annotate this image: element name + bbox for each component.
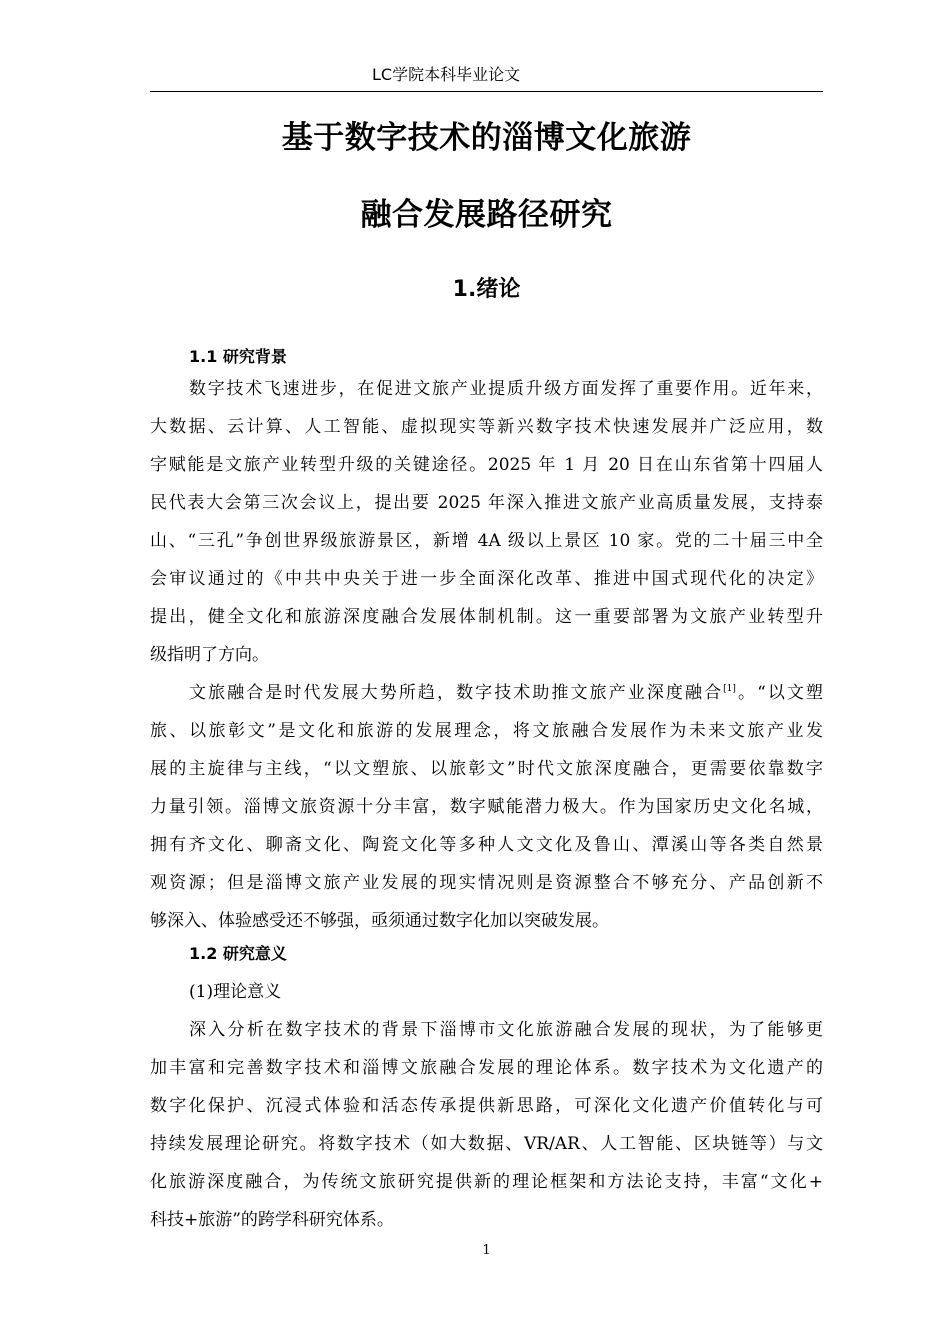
paragraph-line: 旅、以旅彰文”是文化和旅游的发展理念，将文旅融合发展作为未来文旅产业发 (150, 721, 823, 741)
subsection-heading: (1)理论意义 (189, 982, 282, 1002)
paragraph-line: 数字化保护、沉浸式体验和活态传承提供新思路，可深化文化遗产价值转化与可 (150, 1096, 823, 1116)
citation-marker: [1] (723, 684, 736, 694)
paragraph-line: 化旅游深度融合，为传统文旅研究提供新的理论框架和方法论支持，丰富“文化+ (150, 1172, 823, 1192)
paragraph-line: 力量引领。淄博文旅资源十分丰富，数字赋能潜力极大。作为国家历史文化名城， (150, 797, 823, 817)
section-heading-1-1: 1.1 研究背景 (189, 347, 287, 366)
paragraph-line: 科技+旅游”的跨学科研究体系。 (150, 1210, 394, 1230)
chapter-heading: 1.绪论 (452, 277, 521, 302)
paper-title-line-1: 基于数字技术的淄博文化旅游 (281, 120, 692, 156)
paragraph-line: 加丰富和完善数字技术和淄博文旅融合发展的理论体系。数字技术为文化遗产的 (150, 1058, 823, 1078)
paragraph-line: 字赋能是文旅产业转型升级的关键途径。2025 年 1 月 20 日在山东省第十四届人 (150, 455, 823, 475)
page-number: 1 (482, 1243, 491, 1258)
paragraph-line: 观资源；但是淄博文旅产业发展的现实情况则是资源整合不够充分、产品创新不 (150, 873, 823, 893)
paper-title-line-2: 融合发展路径研究 (360, 197, 613, 233)
paragraph-line: 持续发展理论研究。将数字技术（如大数据、VR/AR、人工智能、区块链等）与文 (150, 1134, 823, 1154)
paragraph-text: 文旅融合是时代发展大势所趋，数字技术助推文旅产业深度融合 (189, 683, 724, 703)
header-rule (150, 91, 823, 92)
paragraph-line: 提出，健全文化和旅游深度融合发展体制机制。这一重要部署为文旅产业转型升 (150, 607, 823, 627)
paragraph-line: 会审议通过的《中共中央关于进一步全面深化改革、推进中国式现代化的决定》 (150, 569, 823, 589)
section-heading-1-2: 1.2 研究意义 (189, 944, 287, 963)
paragraph-line: 大数据、云计算、人工智能、虚拟现实等新兴数字技术快速发展并广泛应用，数 (150, 417, 823, 437)
paragraph-text: 。“以文塑 (735, 683, 823, 703)
paragraph-line: 拥有齐文化、聊斋文化、陶瓷文化等多种人文文化及鲁山、潭溪山等各类自然景 (150, 835, 823, 855)
paragraph-line: 民代表大会第三次会议上，提出要 2025 年深入推进文旅产业高质量发展，支持泰 (150, 493, 823, 513)
paragraph-line: 展的主旋律与主线，“以文塑旅、以旅彰文”时代文旅深度融合，更需要依靠数字 (150, 759, 823, 779)
paragraph-line: 山、“三孔”争创世界级旅游景区，新增 4A 级以上景区 10 家。党的二十届三中全 (150, 531, 823, 551)
paragraph-line-with-citation (189, 681, 823, 705)
paragraph-line: 级指明了方向。 (150, 645, 269, 665)
paragraph-line: 数字技术飞速进步，在促进文旅产业提质升级方面发挥了重要作用。近年来， (189, 379, 823, 399)
paragraph-line: 够深入、体验感受还不够强，亟须通过数字化加以突破发展。 (150, 911, 609, 931)
running-header: LC学院本科毕业论文 (372, 65, 521, 84)
paragraph-line: 深入分析在数字技术的背景下淄博市文化旅游融合发展的现状，为了能够更 (189, 1020, 823, 1040)
